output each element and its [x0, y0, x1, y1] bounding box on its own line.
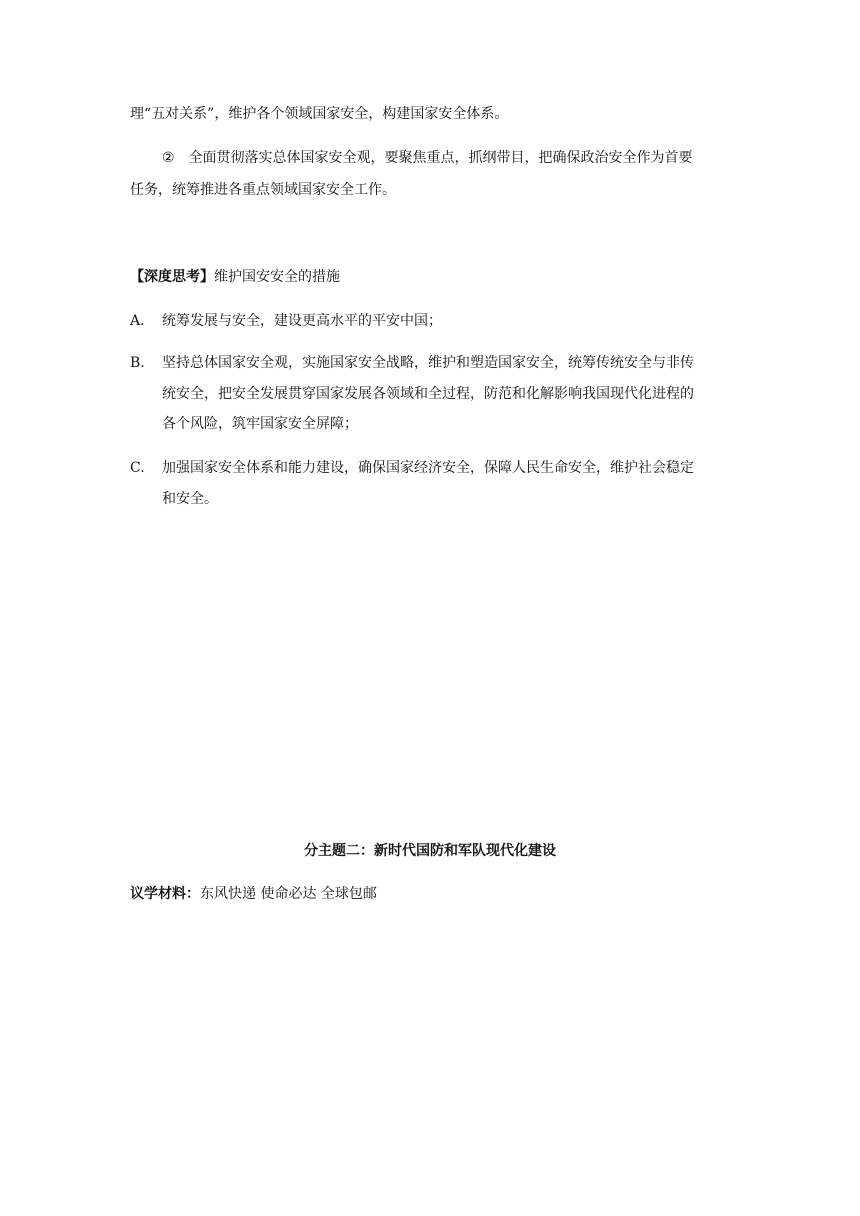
subtopic-title: 分主题二：新时代国防和军队现代化建设: [304, 843, 556, 859]
deep-thinking-heading: [130, 267, 730, 287]
point-2-line-1: [162, 148, 762, 168]
item-b-line-1: 坚持总体国家安全观，实施国家安全战略，维护和塑造国家安全，统筹传统安全与非传: [162, 355, 694, 371]
deep-thinking-tag: 【深度思考】: [130, 269, 214, 285]
item-c-line-1: 加强国家安全体系和能力建设，确保国家经济安全，保障人民生命安全，维护社会稳定: [162, 460, 694, 476]
deep-thinking-title: 维护国安安全的措施: [214, 269, 340, 285]
item-a-label: A.: [130, 313, 145, 329]
item-a-line-1: 统筹发展与安全，建设更高水平的平安中国；: [162, 313, 442, 329]
material-text: 东风快递 使命必达 全球包邮: [200, 886, 377, 902]
item-b-label: B.: [130, 355, 145, 371]
item-c-line-2: 和安全。: [162, 491, 218, 507]
intro-line-1: 理“五对关系”，维护各个领域国家安全，构建国家安全体系。: [130, 106, 509, 122]
material-label: 议学材料：: [130, 886, 200, 902]
material-line: [130, 884, 730, 904]
point-2-marker: ②: [162, 150, 175, 166]
point-2-line-2: 任务，统筹推进各重点领域国家安全工作。: [130, 182, 396, 198]
item-b-line-2: 统安全，把安全发展贯穿国家发展各领域和全过程，防范和化解影响我国现代化进程的: [162, 386, 694, 402]
item-b-line-3: 各个风险，筑牢国家安全屏障；: [162, 416, 358, 432]
point-2-text-1: 全面贯彻落实总体国家安全观，要聚焦重点，抓纲带目，把确保政治安全作为首要: [188, 150, 693, 166]
item-c-label: C.: [130, 460, 145, 476]
